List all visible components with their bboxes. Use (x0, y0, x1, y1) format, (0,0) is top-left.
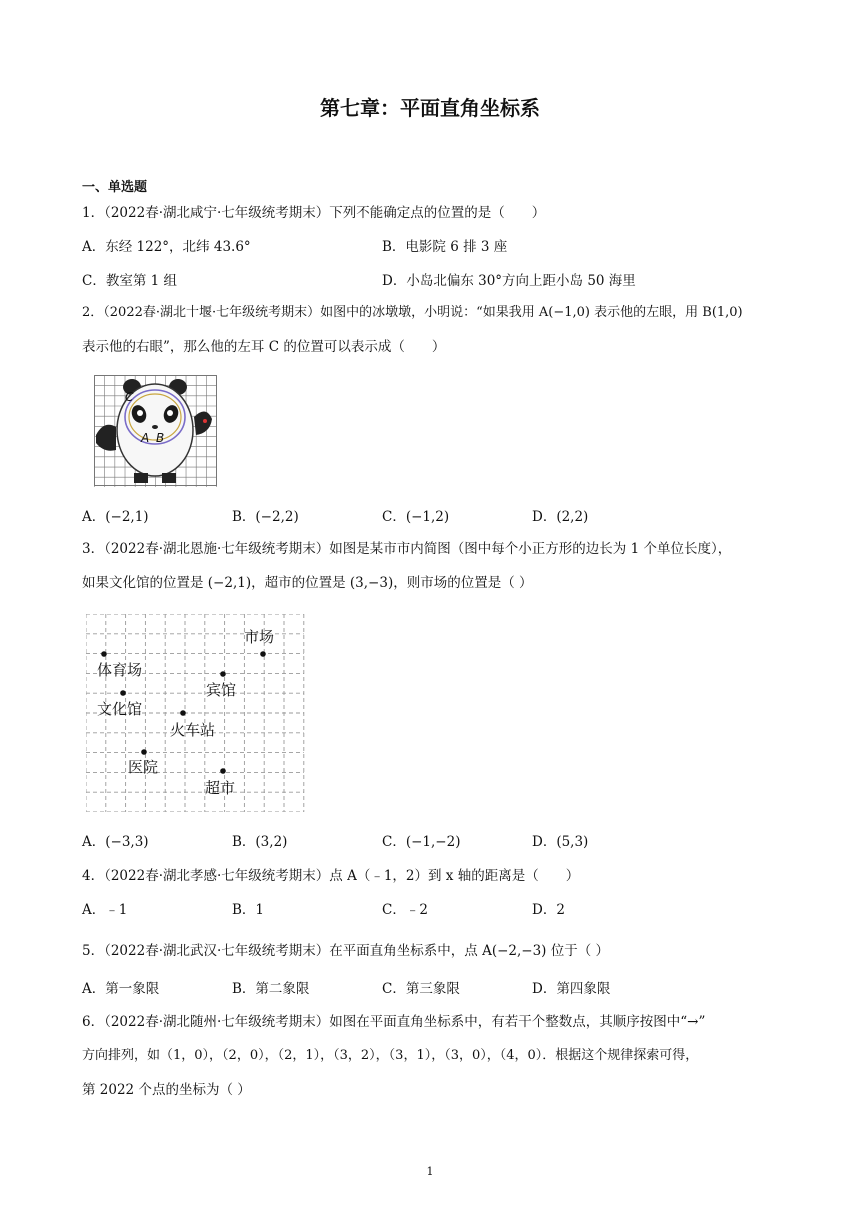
market-point (260, 651, 266, 657)
train-station-label: 火车站 (170, 721, 216, 739)
q1-option-a: A．东经 122°，北纬 43.6° (82, 239, 251, 255)
train-station-point (180, 710, 186, 716)
q2-option-a: A．(−2,1) (82, 509, 149, 525)
section-heading: 一、单选题 (82, 180, 148, 195)
q5-option-d: D．第四象限 (532, 981, 611, 997)
question-1-stem: 1．（2022春·湖北咸宁·七年级统考期末）下列不能确定点的位置的是（ ） (82, 205, 546, 221)
page-number: 1 (426, 1165, 434, 1178)
question-6-line-1: 6．（2022春·湖北随州·七年级统考期末）如图在平面直角坐标系中，有若干个整数点，其顺序按图中“→” (82, 1014, 706, 1030)
stadium-point (101, 651, 107, 657)
city-map-grid-figure (86, 614, 306, 812)
q4-option-d: D．2 (532, 902, 565, 918)
q4-option-a: A．﹣1 (82, 902, 128, 918)
culture-hall-point (120, 690, 126, 696)
q1-option-d: D．小岛北偏东 30°方向上距小岛 50 海里 (382, 273, 636, 289)
point-a-label: A (141, 431, 150, 445)
q5-option-b: B．第二象限 (232, 981, 310, 997)
hotel-point (220, 671, 226, 677)
market-label: 市场 (244, 628, 275, 646)
q2-option-c: C．(−1,2) (382, 509, 450, 525)
q4-option-c: C．﹣2 (382, 902, 428, 918)
q2-option-d: D．(2,2) (532, 509, 589, 525)
point-b-label: B (156, 431, 165, 445)
q2-option-b: B．(−2,2) (232, 509, 299, 525)
stadium-label: 体育场 (97, 661, 143, 679)
question-2-line-1: 2．（2022春·湖北十堰·七年级统考期末）如图中的冰墩墩，小明说：“如果我用 A(−1,0) 表示他的左眼，用 B(1,0) (82, 305, 743, 320)
point-c-label: C (125, 390, 134, 404)
supermarket-point (220, 768, 226, 774)
hotel-label: 宾馆 (206, 681, 237, 699)
q1-option-c: C．教室第 1 组 (82, 273, 178, 289)
q4-option-b: B．1 (232, 902, 265, 918)
q1-option-b: B．电影院 6 排 3 座 (382, 239, 508, 255)
question-6-line-2: 方向排列，如（1，0），（2，0），（2，1），（3，2），（3，1），（3，0），（4，0）．根据这个规律探索可得， (82, 1048, 699, 1063)
supermarket-label: 超市 (205, 779, 236, 797)
question-3-line-2: 如果文化馆的位置是 (−2,1)，超市的位置是 (3,−3)，则市场的位置是（ ） (82, 575, 533, 591)
q3-option-c: C．(−1,−2) (382, 834, 461, 850)
question-5-stem: 5．（2022春·湖北武汉·七年级统考期末）在平面直角坐标系中，点 A(−2,−3) 位于（ ） (82, 943, 610, 959)
question-3-line-1: 3．（2022春·湖北恩施·七年级统考期末）如图是某市市内简图（图中每个小正方形的边长为 1 个单位长度）， (82, 541, 732, 557)
q3-option-a: A．(−3,3) (82, 834, 149, 850)
q5-option-c: C．第三象限 (382, 981, 460, 997)
hospital-label: 医院 (128, 758, 159, 776)
question-2-line-2: 表示他的右眼”，那么他的左耳 C 的位置可以表示成（ ） (82, 339, 446, 355)
q3-option-d: D．(5,3) (532, 834, 589, 850)
culture-hall-label: 文化馆 (97, 700, 143, 718)
page-title: 第七章：平面直角坐标系 (320, 96, 540, 120)
bing-dwen-dwen-grid-figure (94, 375, 218, 487)
question-4-stem: 4．（2022春·湖北孝感·七年级统考期末）点 A（﹣1，2）到 x 轴的距离是（ ） (82, 868, 580, 884)
hospital-point (141, 749, 147, 755)
question-6-line-3: 第 2022 个点的坐标为（ ） (82, 1082, 251, 1098)
q3-option-b: B．(3,2) (232, 834, 288, 850)
q5-option-a: A．第一象限 (82, 981, 160, 997)
